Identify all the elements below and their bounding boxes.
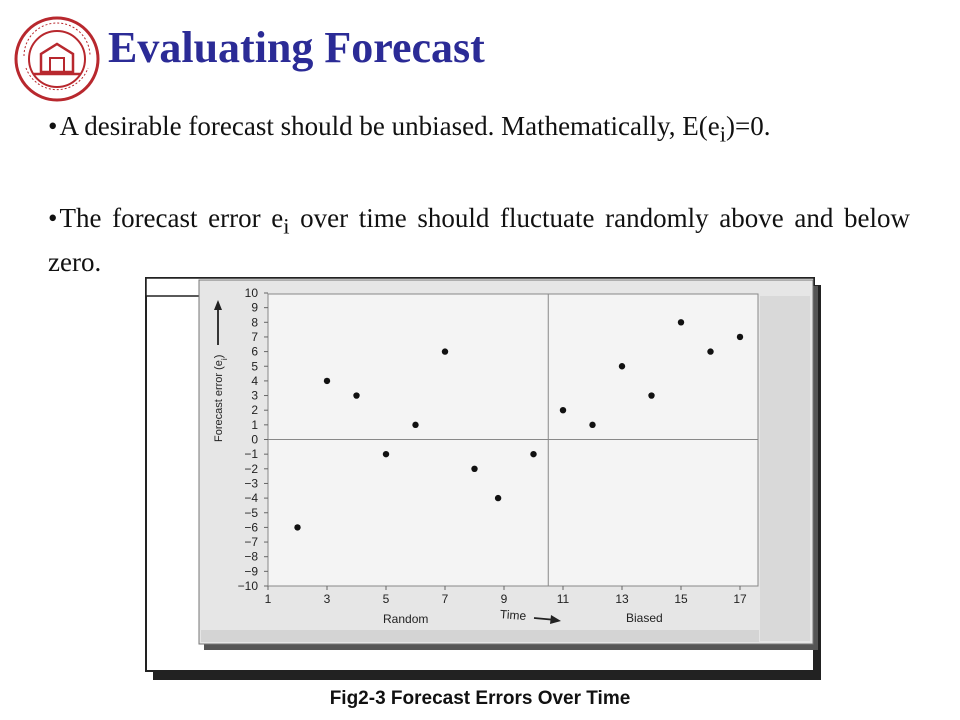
bullet-fluctuate-text: The forecast error e [59, 203, 284, 233]
figure-caption: Fig2-3 Forecast Errors Over Time [329, 688, 631, 709]
bullet-unbiased-text: A desirable forecast should be unbiased. Mathematically, E(e [59, 111, 720, 141]
data-point [383, 451, 389, 457]
y-tick-label: 3 [251, 388, 258, 403]
data-point [707, 348, 713, 354]
y-tick-label: 6 [251, 344, 258, 359]
data-point [324, 378, 330, 384]
x-tick-label: 1 [264, 592, 272, 606]
region-label-random: Random [383, 612, 429, 626]
y-tick-label: 1 [251, 417, 258, 432]
bullet-fluctuate-after: over time should fluctuate randomly above and below zero. [48, 203, 910, 278]
data-point [495, 495, 501, 501]
bullet-unbiased-after: )=0. [726, 111, 771, 141]
data-point [678, 319, 684, 325]
y-tick-label: −2 [244, 461, 258, 476]
x-tick-label: 17 [733, 592, 747, 606]
x-tick-label: 9 [500, 592, 508, 606]
panel-bottom-band [201, 630, 759, 642]
y-tick-label: −9 [244, 564, 258, 579]
y-tick-label: −3 [244, 476, 258, 491]
y-axis-title-sub: i [219, 358, 229, 361]
y-tick-label: −6 [244, 520, 258, 535]
data-point [589, 422, 595, 428]
x-tick-label: 5 [382, 592, 390, 606]
y-tick-label: 5 [251, 359, 258, 374]
x-tick-label: 13 [615, 592, 629, 606]
data-point [737, 334, 743, 340]
data-point [530, 451, 536, 457]
y-tick-label: −7 [244, 535, 258, 550]
data-point [442, 348, 448, 354]
y-tick-label: −10 [237, 579, 258, 593]
y-tick-label: 10 [244, 286, 258, 300]
bullet-fluctuate: •The forecast error $e_i$ over time should fluctuate randomly above and below zero. [48, 203, 910, 278]
region-label-biased: Biased [626, 611, 663, 625]
bullet-fluctuate-sub: i [283, 213, 290, 239]
y-tick-label: 9 [251, 300, 258, 315]
data-point [294, 524, 300, 530]
y-tick-label: 8 [251, 315, 258, 330]
y-tick-label: −1 [244, 447, 258, 462]
y-axis-title-close: ) [213, 354, 225, 359]
y-tick-label: −4 [244, 491, 258, 506]
x-tick-label: 11 [556, 592, 570, 606]
y-tick-label: −5 [244, 505, 258, 520]
y-tick-label: 0 [251, 432, 258, 447]
data-point [560, 407, 566, 413]
bullet-unbiased-sub: i [719, 121, 726, 147]
x-tick-label: 15 [674, 592, 688, 606]
x-tick-label: 3 [323, 592, 331, 606]
x-axis-title: Time [499, 607, 527, 623]
y-tick-label: 7 [251, 329, 258, 344]
data-point [648, 392, 654, 398]
data-point [471, 466, 477, 472]
y-tick-label: 4 [251, 373, 258, 388]
data-point [619, 363, 625, 369]
data-point [353, 392, 359, 398]
y-tick-label: −8 [244, 549, 258, 564]
panel-right-shade [760, 296, 810, 641]
bullet-unbiased: •A desirable forecast should be unbiased. Mathematically, $E(e_i)=0$. [48, 111, 771, 147]
x-tick-label: 7 [441, 592, 449, 606]
slide-title: Evaluating Forecast [108, 23, 485, 72]
y-tick-label: 2 [251, 403, 258, 418]
y-axis-title-main: Forecast error (e [213, 360, 225, 442]
data-point [412, 422, 418, 428]
